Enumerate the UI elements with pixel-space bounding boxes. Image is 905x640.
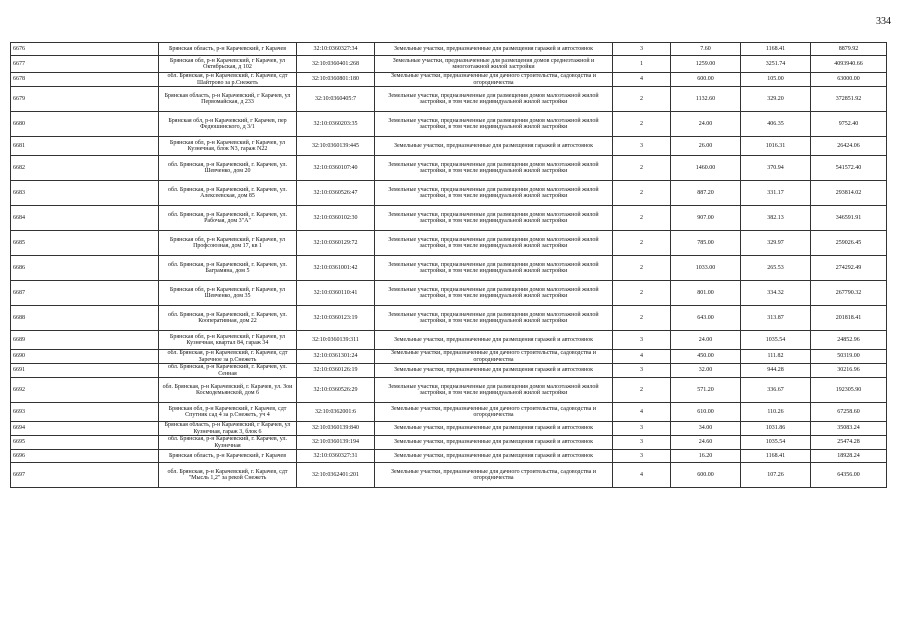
cadastral-number-cell: 32:10:0360526:29 bbox=[297, 378, 375, 403]
address-cell: обл. Брянская, р-н Карачевский, г. Карачев, ул. Зои Космодемьянской, дом 6 bbox=[159, 378, 297, 403]
group-cell: 3 bbox=[613, 43, 671, 56]
cadastral-value-cell: 4093940.66 bbox=[811, 56, 887, 73]
page-number: 334 bbox=[876, 16, 891, 27]
land-use-cell: Земельные участки, предназначенные для размещения домов малоэтажной жилой застройки, в том числе индивидуальной жилой застройки bbox=[375, 181, 613, 206]
table-row bbox=[11, 306, 887, 331]
cadastral-number-cell: 32:10:0360401:268 bbox=[297, 56, 375, 73]
cadastral-number-cell: 32:10:0360327:34 bbox=[297, 43, 375, 56]
address-cell: обл. Брянская, р-н Карачевский, г. Карачев, сдт Шайтрово за р.Снежеть bbox=[159, 73, 297, 87]
land-use-cell: Земельные участки, предназначенные для размещения домов малоэтажной жилой застройки, в том числе индивидуальной жилой застройки bbox=[375, 87, 613, 112]
land-use-cell: Земельные участки, предназначенные для размещения гаражей и автостоянок bbox=[375, 43, 613, 56]
group-cell: 3 bbox=[613, 436, 671, 450]
land-use-cell: Земельные участки, предназначенные для размещения гаражей и автостоянок bbox=[375, 436, 613, 450]
area-cell: 1460.00 bbox=[671, 156, 741, 181]
land-use-cell: Земельные участки, предназначенные для размещения домов малоэтажной жилой застройки, в том числе индивидуальной жилой застройки bbox=[375, 306, 613, 331]
group-cell: 2 bbox=[613, 281, 671, 306]
cadastral-value-cell: 30216.96 bbox=[811, 364, 887, 378]
area-cell: 34.00 bbox=[671, 422, 741, 436]
group-cell: 2 bbox=[613, 306, 671, 331]
address-cell: Брянская область, р-н Карачевский, г Карачев, ул Первомайская, д 233 bbox=[159, 87, 297, 112]
specific-value-cell: 370.94 bbox=[741, 156, 811, 181]
group-cell: 3 bbox=[613, 364, 671, 378]
table-row bbox=[11, 450, 887, 463]
row-number: 6687 bbox=[11, 281, 159, 306]
cadastral-value-cell: 35083.24 bbox=[811, 422, 887, 436]
land-use-cell: Земельные участки, предназначенные для дачного строительства, садоводства и огородничества bbox=[375, 463, 613, 488]
table-row bbox=[11, 56, 887, 73]
group-cell: 2 bbox=[613, 206, 671, 231]
area-cell: 24.60 bbox=[671, 436, 741, 450]
address-cell: обл. Брянская, р-н Карачевский, г. Карачев, сдт Заречное за р.Снежеть bbox=[159, 350, 297, 364]
cadastral-number-cell: 32:10:0360110:41 bbox=[297, 281, 375, 306]
cadastral-value-cell: 192305.90 bbox=[811, 378, 887, 403]
specific-value-cell: 105.00 bbox=[741, 73, 811, 87]
specific-value-cell: 1016.31 bbox=[741, 137, 811, 156]
land-use-cell: Земельные участки, предназначенные для размещения домов среднеэтажной и многоэтажной жилой застройки bbox=[375, 56, 613, 73]
table-row bbox=[11, 422, 887, 436]
cadastral-value-cell: 9752.40 bbox=[811, 112, 887, 137]
group-cell: 3 bbox=[613, 422, 671, 436]
area-cell: 450.00 bbox=[671, 350, 741, 364]
cadastral-number-cell: 32:10:0362401:201 bbox=[297, 463, 375, 488]
area-cell: 24.00 bbox=[671, 112, 741, 137]
group-cell: 2 bbox=[613, 112, 671, 137]
row-number: 6694 bbox=[11, 422, 159, 436]
specific-value-cell: 406.35 bbox=[741, 112, 811, 137]
address-cell: Брянская обл, р-н Карачевский, г Карачев, ул Профсоюзная, дом 17, кв 1 bbox=[159, 231, 297, 256]
area-cell: 1132.60 bbox=[671, 87, 741, 112]
cadastral-value-cell: 267790.32 bbox=[811, 281, 887, 306]
cadastral-number-cell: 32:10:0360801:180 bbox=[297, 73, 375, 87]
land-use-cell: Земельные участки, предназначенные для размещения домов малоэтажной жилой застройки, в том числе индивидуальной жилой застройки bbox=[375, 112, 613, 137]
area-cell: 16.20 bbox=[671, 450, 741, 463]
area-cell: 1259.00 bbox=[671, 56, 741, 73]
land-use-cell: Земельные участки, предназначенные для размещения домов малоэтажной жилой застройки, в том числе индивидуальной жилой застройки bbox=[375, 281, 613, 306]
group-cell: 2 bbox=[613, 181, 671, 206]
address-cell: Брянская обл, р-н Карачевский, г Карачев, ул Кузнечная, квартал 84, гараж 34 bbox=[159, 331, 297, 350]
table-row bbox=[11, 231, 887, 256]
cadastral-number-cell: 32:10:0360405:7 bbox=[297, 87, 375, 112]
cadastral-number-cell: 32:10:0360126:19 bbox=[297, 364, 375, 378]
address-cell: обл. Брянская, р-н Карачевский, г. Карачев, ул. Кооперативная, дом 22 bbox=[159, 306, 297, 331]
table-row bbox=[11, 43, 887, 56]
address-cell: обл. Брянская, р-н Карачевский, г. Карачев, сдт "Мысль 1,2" за рекой Снежеть bbox=[159, 463, 297, 488]
land-use-cell: Земельные участки, предназначенные для размещения гаражей и автостоянок bbox=[375, 364, 613, 378]
area-cell: 610.00 bbox=[671, 403, 741, 422]
specific-value-cell: 382.13 bbox=[741, 206, 811, 231]
group-cell: 2 bbox=[613, 256, 671, 281]
cadastral-value-cell: 372851.92 bbox=[811, 87, 887, 112]
row-number: 6678 bbox=[11, 73, 159, 87]
address-cell: обл. Брянская, р-н Карачевский, г. Карачев, ул. Шевченко, дом 20 bbox=[159, 156, 297, 181]
cadastral-value-cell: 64356.00 bbox=[811, 463, 887, 488]
land-use-cell: Земельные участки, предназначенные для дачного строительства, садоводства и огородничества bbox=[375, 73, 613, 87]
cadastral-number-cell: 32:10:0361301:24 bbox=[297, 350, 375, 364]
row-number: 6682 bbox=[11, 156, 159, 181]
group-cell: 2 bbox=[613, 231, 671, 256]
specific-value-cell: 334.32 bbox=[741, 281, 811, 306]
table-row bbox=[11, 112, 887, 137]
area-cell: 643.00 bbox=[671, 306, 741, 331]
cadastral-number-cell: 32:10:0360139:194 bbox=[297, 436, 375, 450]
cadastral-value-cell: 18928.24 bbox=[811, 450, 887, 463]
cadastral-number-cell: 32:10:0360129:72 bbox=[297, 231, 375, 256]
specific-value-cell: 1168.41 bbox=[741, 43, 811, 56]
row-number: 6686 bbox=[11, 256, 159, 281]
address-cell: обл. Брянская, р-н Карачевский, г. Карачев, ул. Кузнечная bbox=[159, 436, 297, 450]
land-use-cell: Земельные участки, предназначенные для размещения домов малоэтажной жилой застройки, в том числе индивидуальной жилой застройки bbox=[375, 231, 613, 256]
land-use-cell: Земельные участки, предназначенные для размещения домов малоэтажной жилой застройки, в том числе индивидуальной жилой застройки bbox=[375, 206, 613, 231]
cadastral-value-cell: 67258.60 bbox=[811, 403, 887, 422]
table-row bbox=[11, 350, 887, 364]
land-use-cell: Земельные участки, предназначенные для размещения домов малоэтажной жилой застройки, в том числе индивидуальной жилой застройки bbox=[375, 156, 613, 181]
specific-value-cell: 944.28 bbox=[741, 364, 811, 378]
row-number: 6684 bbox=[11, 206, 159, 231]
cadastral-value-table bbox=[10, 42, 887, 488]
address-cell: Брянская область, р-н Карачевский, г Карачев, ул Кузнечная, гараж 3, блок 6 bbox=[159, 422, 297, 436]
area-cell: 7.60 bbox=[671, 43, 741, 56]
specific-value-cell: 1031.86 bbox=[741, 422, 811, 436]
cadastral-value-cell: 201818.41 bbox=[811, 306, 887, 331]
address-cell: обл. Брянская, р-н Карачевский, г. Карачев, ул. Алексеевская, дом 85 bbox=[159, 181, 297, 206]
row-number: 6695 bbox=[11, 436, 159, 450]
area-cell: 600.00 bbox=[671, 463, 741, 488]
group-cell: 4 bbox=[613, 350, 671, 364]
land-use-cell: Земельные участки, предназначенные для дачного строительства, садоводства и огородничества bbox=[375, 403, 613, 422]
table-row bbox=[11, 181, 887, 206]
land-use-cell: Земельные участки, предназначенные для дачного строительства, садоводства и огородничества bbox=[375, 350, 613, 364]
row-number: 6677 bbox=[11, 56, 159, 73]
group-cell: 3 bbox=[613, 450, 671, 463]
land-use-cell: Земельные участки, предназначенные для размещения гаражей и автостоянок bbox=[375, 450, 613, 463]
cadastral-number-cell: 32:10:0360139:311 bbox=[297, 331, 375, 350]
group-cell: 2 bbox=[613, 378, 671, 403]
table-row bbox=[11, 436, 887, 450]
area-cell: 907.00 bbox=[671, 206, 741, 231]
specific-value-cell: 1035.54 bbox=[741, 331, 811, 350]
table-row bbox=[11, 378, 887, 403]
area-cell: 32.00 bbox=[671, 364, 741, 378]
specific-value-cell: 111.82 bbox=[741, 350, 811, 364]
address-cell: Брянская обл, р-н Карачевский, г Карачев, сдт Спутник сад 4 за р.Снежеть, уч 4 bbox=[159, 403, 297, 422]
specific-value-cell: 313.87 bbox=[741, 306, 811, 331]
address-cell: обл. Брянская, р-н Карачевский, г. Карачев, ул. Сенная bbox=[159, 364, 297, 378]
table-row bbox=[11, 331, 887, 350]
group-cell: 3 bbox=[613, 331, 671, 350]
address-cell: обл. Брянская, р-н Карачевский, г. Карачев, ул. Рабочая, дом 3"А" bbox=[159, 206, 297, 231]
specific-value-cell: 110.26 bbox=[741, 403, 811, 422]
specific-value-cell: 1035.54 bbox=[741, 436, 811, 450]
land-use-cell: Земельные участки, предназначенные для размещения гаражей и автостоянок bbox=[375, 331, 613, 350]
row-number: 6689 bbox=[11, 331, 159, 350]
table-row bbox=[11, 364, 887, 378]
cadastral-value-cell: 274292.49 bbox=[811, 256, 887, 281]
row-number: 6680 bbox=[11, 112, 159, 137]
cadastral-number-cell: 32:10:0360107:40 bbox=[297, 156, 375, 181]
cadastral-value-cell: 50319.00 bbox=[811, 350, 887, 364]
specific-value-cell: 331.17 bbox=[741, 181, 811, 206]
table-row bbox=[11, 87, 887, 112]
area-cell: 26.00 bbox=[671, 137, 741, 156]
area-cell: 24.00 bbox=[671, 331, 741, 350]
cadastral-value-cell: 541572.40 bbox=[811, 156, 887, 181]
cadastral-number-cell: 32:10:0360327:31 bbox=[297, 450, 375, 463]
address-cell: Брянская область, р-н Карачевский, г Карачев bbox=[159, 43, 297, 56]
address-cell: Брянская обл, р-н Карачевский, г Карачев, пер Федюшинского, д 3/1 bbox=[159, 112, 297, 137]
row-number: 6692 bbox=[11, 378, 159, 403]
area-cell: 600.00 bbox=[671, 73, 741, 87]
row-number: 6696 bbox=[11, 450, 159, 463]
land-use-cell: Земельные участки, предназначенные для размещения домов малоэтажной жилой застройки, в том числе индивидуальной жилой застройки bbox=[375, 378, 613, 403]
table-row bbox=[11, 463, 887, 488]
land-use-cell: Земельные участки, предназначенные для размещения домов малоэтажной жилой застройки, в том числе индивидуальной жилой застройки bbox=[375, 256, 613, 281]
address-cell: Брянская область, р-н Карачевский, г Карачев bbox=[159, 450, 297, 463]
cadastral-value-cell: 346591.91 bbox=[811, 206, 887, 231]
address-cell: Брянская обл, р-н Карачевский, г Карачев, ул Кузнечная, блок N3, гараж N22 bbox=[159, 137, 297, 156]
group-cell: 1 bbox=[613, 56, 671, 73]
cadastral-number-cell: 32:10:0360123:19 bbox=[297, 306, 375, 331]
table-row bbox=[11, 137, 887, 156]
group-cell: 2 bbox=[613, 87, 671, 112]
cadastral-number-cell: 32:10:0360526:47 bbox=[297, 181, 375, 206]
area-cell: 785.00 bbox=[671, 231, 741, 256]
row-number: 6679 bbox=[11, 87, 159, 112]
specific-value-cell: 3251.74 bbox=[741, 56, 811, 73]
cadastral-value-cell: 25474.28 bbox=[811, 436, 887, 450]
group-cell: 3 bbox=[613, 137, 671, 156]
row-number: 6685 bbox=[11, 231, 159, 256]
row-number: 6688 bbox=[11, 306, 159, 331]
row-number: 6691 bbox=[11, 364, 159, 378]
address-cell: обл. Брянская, р-н Карачевский, г. Карачев, ул. Баграмяна, дом 5 bbox=[159, 256, 297, 281]
table-body bbox=[11, 43, 887, 488]
cadastral-value-cell: 293814.02 bbox=[811, 181, 887, 206]
table-row bbox=[11, 281, 887, 306]
group-cell: 4 bbox=[613, 73, 671, 87]
area-cell: 571.20 bbox=[671, 378, 741, 403]
specific-value-cell: 336.67 bbox=[741, 378, 811, 403]
row-number: 6681 bbox=[11, 137, 159, 156]
land-use-cell: Земельные участки, предназначенные для размещения гаражей и автостоянок bbox=[375, 422, 613, 436]
cadastral-value-cell: 26424.06 bbox=[811, 137, 887, 156]
area-cell: 887.20 bbox=[671, 181, 741, 206]
address-cell: Брянская обл, р-н Карачевский, г Карачев, ул Октябрьская, д 102 bbox=[159, 56, 297, 73]
land-use-cell: Земельные участки, предназначенные для размещения гаражей и автостоянок bbox=[375, 137, 613, 156]
specific-value-cell: 329.20 bbox=[741, 87, 811, 112]
cadastral-number-cell: 32:10:0362001:6 bbox=[297, 403, 375, 422]
area-cell: 1033.00 bbox=[671, 256, 741, 281]
row-number: 6690 bbox=[11, 350, 159, 364]
group-cell: 2 bbox=[613, 156, 671, 181]
row-number: 6697 bbox=[11, 463, 159, 488]
address-cell: Брянская обл, р-н Карачевский, г Карачев, ул Шевченко, дом 35 bbox=[159, 281, 297, 306]
cadastral-number-cell: 32:10:0360139:840 bbox=[297, 422, 375, 436]
cadastral-number-cell: 32:10:0360203:35 bbox=[297, 112, 375, 137]
specific-value-cell: 265.53 bbox=[741, 256, 811, 281]
specific-value-cell: 329.97 bbox=[741, 231, 811, 256]
table-row bbox=[11, 206, 887, 231]
group-cell: 4 bbox=[613, 403, 671, 422]
row-number: 6693 bbox=[11, 403, 159, 422]
specific-value-cell: 1168.41 bbox=[741, 450, 811, 463]
table-row bbox=[11, 73, 887, 87]
cadastral-value-cell: 63000.00 bbox=[811, 73, 887, 87]
table-row bbox=[11, 256, 887, 281]
cadastral-value-cell: 259026.45 bbox=[811, 231, 887, 256]
cadastral-value-cell: 24852.96 bbox=[811, 331, 887, 350]
cadastral-value-cell: 8879.92 bbox=[811, 43, 887, 56]
cadastral-number-cell: 32:10:0360139:445 bbox=[297, 137, 375, 156]
area-cell: 801.00 bbox=[671, 281, 741, 306]
cadastral-number-cell: 32:10:0361001:42 bbox=[297, 256, 375, 281]
table-row bbox=[11, 403, 887, 422]
row-number: 6683 bbox=[11, 181, 159, 206]
cadastral-number-cell: 32:10:0360102:30 bbox=[297, 206, 375, 231]
row-number: 6676 bbox=[11, 43, 159, 56]
table-row bbox=[11, 156, 887, 181]
specific-value-cell: 107.26 bbox=[741, 463, 811, 488]
group-cell: 4 bbox=[613, 463, 671, 488]
